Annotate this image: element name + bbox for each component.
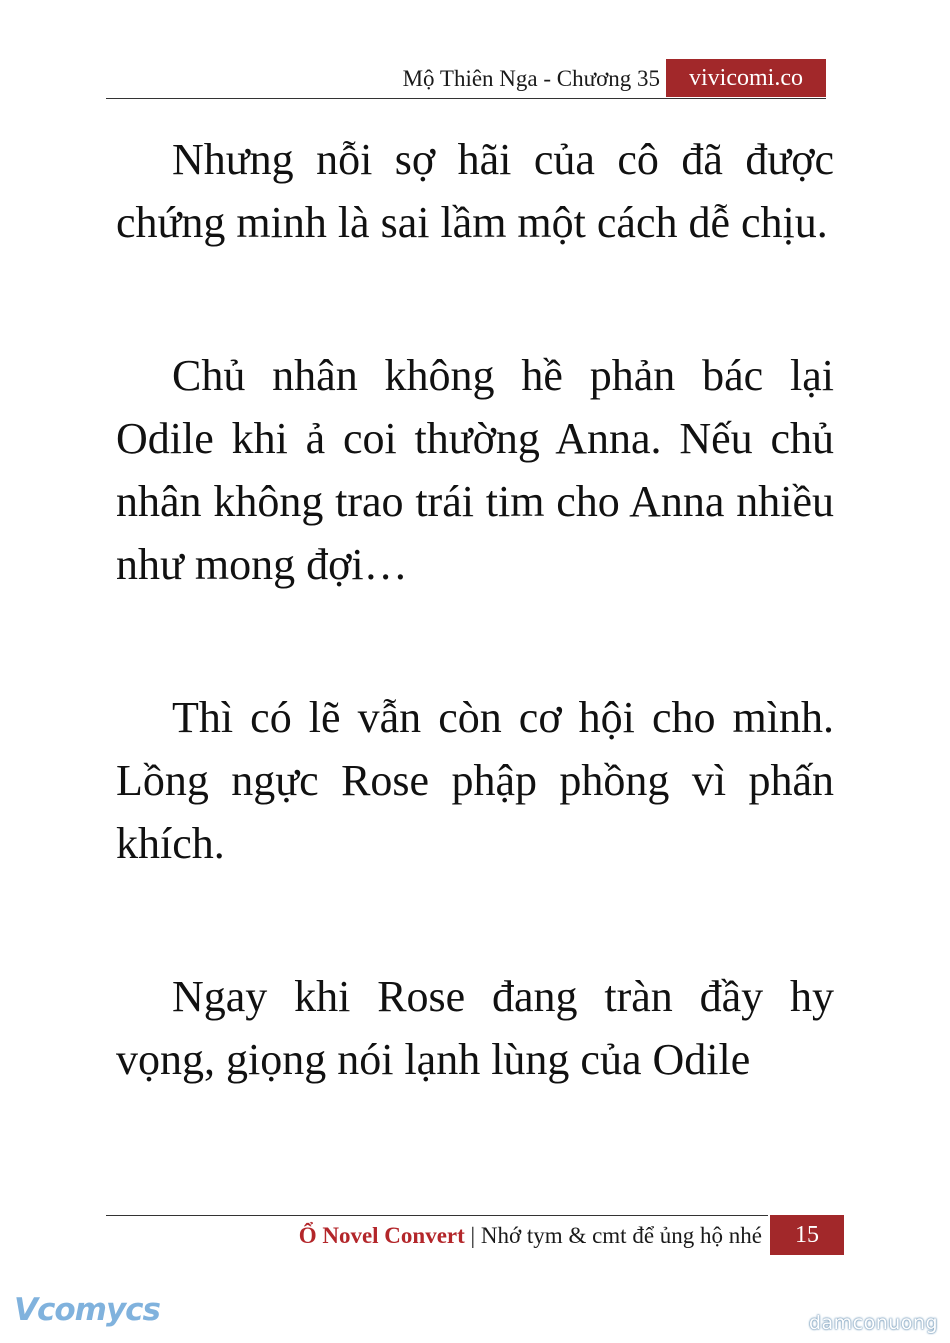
page-number: 15: [770, 1215, 844, 1255]
footer-note: Nhớ tym & cmt để ủng hộ nhé: [480, 1223, 762, 1248]
page-header: [106, 59, 826, 99]
paragraph: Nhưng nỗi sợ hãi của cô đã được chứng minh là sai lầm một cách dễ chịu.: [116, 135, 834, 247]
watermark-text-right: damconuong: [808, 1312, 938, 1334]
story-text: [116, 128, 834, 1091]
site-badge: vivicomi.co: [666, 59, 826, 97]
paragraph: Thì có lẽ vẫn còn cơ hội cho mình. Lồng ngực Rose phập phồng vì phấn khích.: [116, 693, 834, 868]
watermark-logo-left: Vcomycs: [14, 1292, 161, 1328]
footer-divider: [106, 1215, 768, 1216]
page-footer: [299, 1221, 762, 1251]
paragraph: Chủ nhân không hề phản bác lại Odile khi ả coi thường Anna. Nếu chủ nhân không trao trái tim cho Anna nhiều như mong đợi…: [116, 351, 834, 589]
paragraph: Ngay khi Rose đang tràn đầy hy vọng, giọng nói lạnh lùng của Odile: [116, 972, 834, 1084]
chapter-title: Mộ Thiên Nga - Chương 35: [402, 66, 660, 91]
header-divider: [106, 98, 826, 99]
footer-separator: |: [470, 1223, 476, 1248]
footer-brand: Ổ Novel Convert: [298, 1223, 465, 1248]
